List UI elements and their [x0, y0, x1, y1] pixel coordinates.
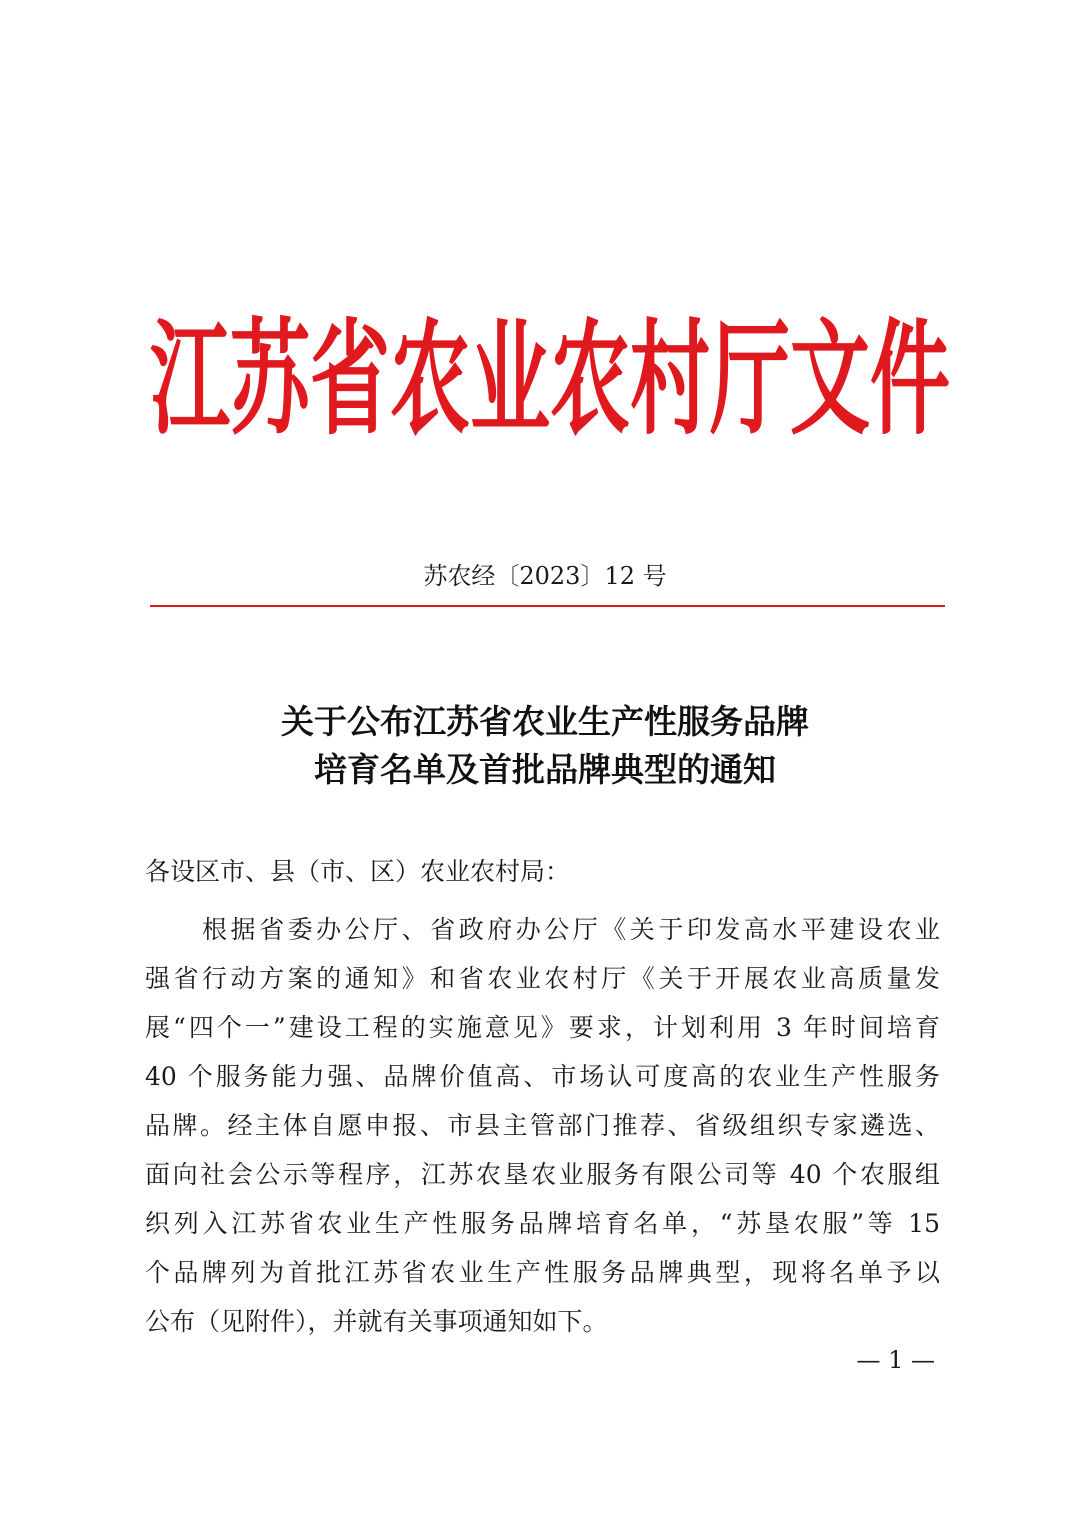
body-line: 品牌。经主体自愿申报、市县主管部门推荐、省级组织专家遴选、: [145, 1111, 940, 1140]
body-line: 展“四个一”建设工程的实施意见》要求，计划利用 3 年时间培育: [145, 1013, 940, 1042]
document-number: 苏农经〔2023〕12 号: [423, 562, 667, 590]
document-title: [150, 698, 940, 794]
salutation: 各设区市、县（市、区）农业农村局：: [145, 857, 571, 886]
title-line-2: 培育名单及首批品牌典型的通知: [314, 750, 776, 789]
body-line: 个品牌列为首批江苏省农业生产性服务品牌典型，现将名单予以: [145, 1258, 940, 1287]
body-line: 强省行动方案的通知》和省农业农村厅《关于开展农业高质量发: [145, 964, 940, 993]
body-line: 面向社会公示等程序，江苏农垦农业服务有限公司等 40 个农服组: [145, 1160, 940, 1189]
page-number: — 1 —: [856, 1346, 935, 1374]
red-separator-line: [150, 605, 945, 607]
document-masthead: 江苏省农业农村厅文件: [150, 307, 950, 452]
title-line-1: 关于公布江苏省农业生产性服务品牌: [281, 702, 809, 741]
body-paragraph: [145, 905, 940, 1346]
body-line: 根据省委办公厅、省政府办公厅《关于印发高水平建设农业: [145, 915, 940, 944]
body-line: 织列入江苏省农业生产性服务品牌培育名单，“苏垦农服”等 15: [145, 1209, 940, 1238]
body-line: 40 个服务能力强、品牌价值高、市场认可度高的农业生产性服务: [145, 1062, 940, 1091]
body-line: 公布（见附件），并就有关事项通知如下。: [145, 1307, 608, 1336]
